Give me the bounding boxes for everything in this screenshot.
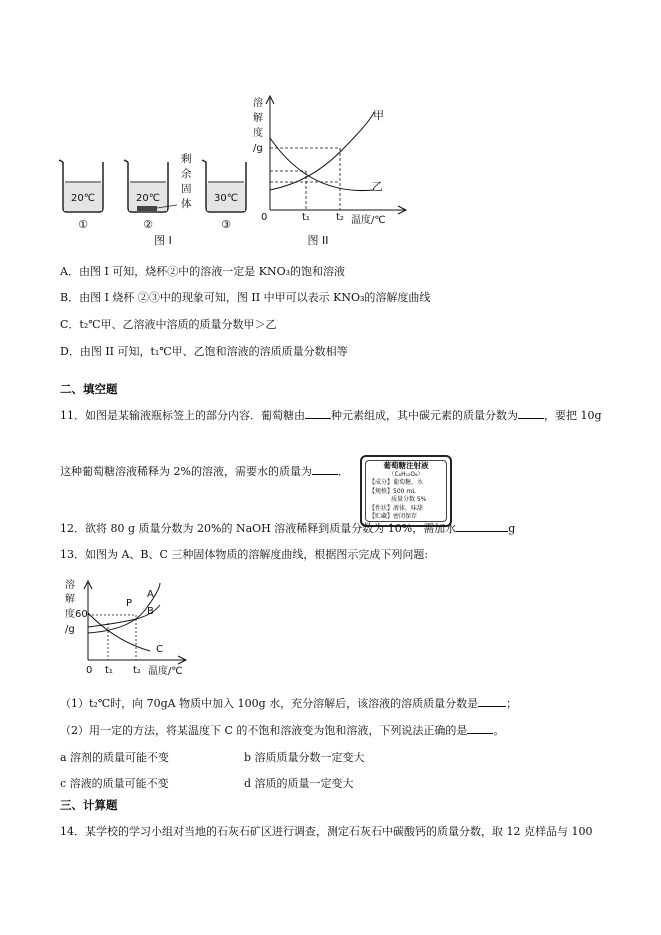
q13-sub1-text: （1）t₂℃时，向 70gA 物质中加入 100g 水，充分溶解后，该溶液的溶质质量分数是	[60, 697, 479, 710]
q11-blank-3	[312, 463, 338, 475]
q13-ylabel-1: 溶	[65, 580, 75, 591]
curve-c-label: C	[156, 644, 163, 655]
label-title: 葡萄糖注射液	[383, 461, 429, 470]
fig2-t1: t₁	[302, 212, 310, 223]
section-3-heading: 三、计算题	[60, 798, 118, 812]
q13-sub1-end: ；	[506, 697, 518, 710]
q13-ylabel-3: 度60	[65, 609, 88, 620]
q10-option-a: A．由图 I 可知，烧杯②中的溶液一定是 KNO₃的饱和溶液	[60, 265, 346, 278]
figure-ii-caption: 图 II	[307, 234, 329, 247]
curve-jia-label: 甲	[373, 109, 384, 122]
fig2-ylabel-3: 度	[253, 128, 263, 139]
residue-char-2: 余	[181, 168, 192, 180]
q12-unit: g	[508, 522, 516, 535]
q13-option-a: a 溶剂的质量可能不变	[60, 751, 170, 764]
point-p-label: P	[126, 598, 133, 609]
q13-origin: 0	[86, 665, 93, 676]
q14-text: 14．某学校的学习小组对当地的石灰石矿区进行调查，测定石灰石中碳酸钙的质量分数，取 12 克样品与 100	[60, 825, 593, 838]
q13-option-b: b 溶质质量分数一定变大	[244, 751, 365, 764]
curve-yi	[270, 138, 374, 191]
q11-text-e: ．	[337, 465, 349, 478]
q13-t2: t₂	[133, 665, 141, 676]
q11-text-c: ，要把 10g	[544, 409, 602, 422]
label-row-3: 质量分数 5%	[391, 496, 427, 503]
label-formula: （C₆H₁₂O₆）	[388, 470, 424, 478]
q11-text-d: 这种葡萄糖溶液稀释为 2%的溶液，需要水的质量为	[60, 465, 312, 478]
q13-sub2	[60, 722, 504, 738]
q13-sub2-end: 。	[493, 724, 505, 737]
residue-char-1: 剩	[181, 153, 192, 165]
fig2-xlabel: 温度/℃	[351, 215, 386, 226]
curve-jia	[270, 112, 374, 190]
q13-sub1	[60, 695, 517, 711]
beaker-3-temp: 30℃	[214, 193, 238, 204]
q13-sub2-blank	[467, 722, 493, 734]
q13-stem: 13．如图为 A、B、C 三种固体物质的溶解度曲线，根据图示完成下列问题:	[60, 548, 429, 561]
curve-a-label: A	[147, 589, 154, 600]
q12	[60, 520, 515, 536]
beaker-2-number: ②	[143, 218, 153, 231]
q10-option-d: D．由图 II 可知，t₁℃甲、乙饱和溶液的溶质质量分数相等	[60, 345, 348, 358]
fig2-ylabel-4: /g	[253, 143, 263, 154]
label-row-4: 【性状】液体，味甜	[369, 504, 424, 512]
fig2-ylabel-2: 解	[253, 113, 263, 124]
q13-ylabel-4: /g	[65, 624, 75, 635]
residue-char-3: 固	[181, 183, 192, 195]
q11-line2	[60, 463, 349, 479]
beaker-3	[202, 160, 246, 212]
q11-text-b: 种元素组成，其中碳元素的质量分数为	[331, 409, 518, 422]
q11-text-a: 11．如图是某输液瓶标签上的部分内容．葡萄糖由	[60, 409, 305, 422]
section-2-heading: 二、填空题	[60, 382, 118, 396]
q10-option-c: C．t₂℃甲、乙溶液中溶质的质量分数甲＞乙	[60, 318, 277, 331]
fig2-origin: 0	[261, 212, 268, 223]
label-row-2: 【规格】500 mL	[369, 487, 416, 495]
q12-text: 12．欲将 80 g 质量分数为 20%的 NaOH 溶液稀释到质量分数为 10%，需加水	[60, 522, 457, 535]
figure-i-beakers	[55, 150, 268, 250]
q11-blank-1	[305, 407, 331, 419]
beaker-1	[59, 160, 103, 212]
q13-option-d: d 溶质的质量一定变大	[244, 777, 354, 790]
q13-solubility-chart	[60, 575, 200, 685]
figure-i-caption: 图 I	[154, 234, 172, 247]
residue-char-4: 体	[181, 198, 192, 210]
fig2-ylabel-1: 溶	[253, 98, 263, 109]
beaker-1-temp: 20℃	[71, 193, 95, 204]
q13-sub1-blank	[478, 695, 506, 707]
beaker-3-number: ③	[221, 218, 231, 231]
q13-t1: t₁	[105, 665, 113, 676]
beaker-2-temp: 20℃	[136, 193, 160, 204]
q10-option-b: B．由图 I 烧杯 ②③中的现象可知，图 II 中甲可以表示 KNO₃的溶解度曲线	[60, 291, 431, 304]
q11-blank-2	[518, 407, 544, 419]
label-row-1: 【成分】葡萄糖，水	[369, 479, 424, 486]
q11-line1	[60, 407, 602, 423]
q13-ylabel-2: 解	[65, 594, 75, 605]
label-row-5: 【贮藏】密闭保存	[369, 513, 418, 520]
beaker-2	[124, 160, 177, 212]
q13-option-c: c 溶液的质量可能不变	[60, 777, 169, 790]
curve-b-label: B	[147, 606, 154, 617]
infusion-bottle-label	[360, 455, 452, 527]
curve-yi-label: 乙	[372, 180, 383, 193]
beaker-1-number: ①	[78, 218, 88, 231]
figure-ii-chart	[250, 90, 420, 250]
q13-sub2-text: （2）用一定的方法，将某温度下 C 的不饱和溶液变为饱和溶液，下列说法正确的是	[60, 724, 468, 737]
fig2-t2: t₂	[336, 212, 344, 223]
q13-xlabel: 温度/℃	[148, 666, 183, 677]
q12-blank	[456, 520, 508, 532]
